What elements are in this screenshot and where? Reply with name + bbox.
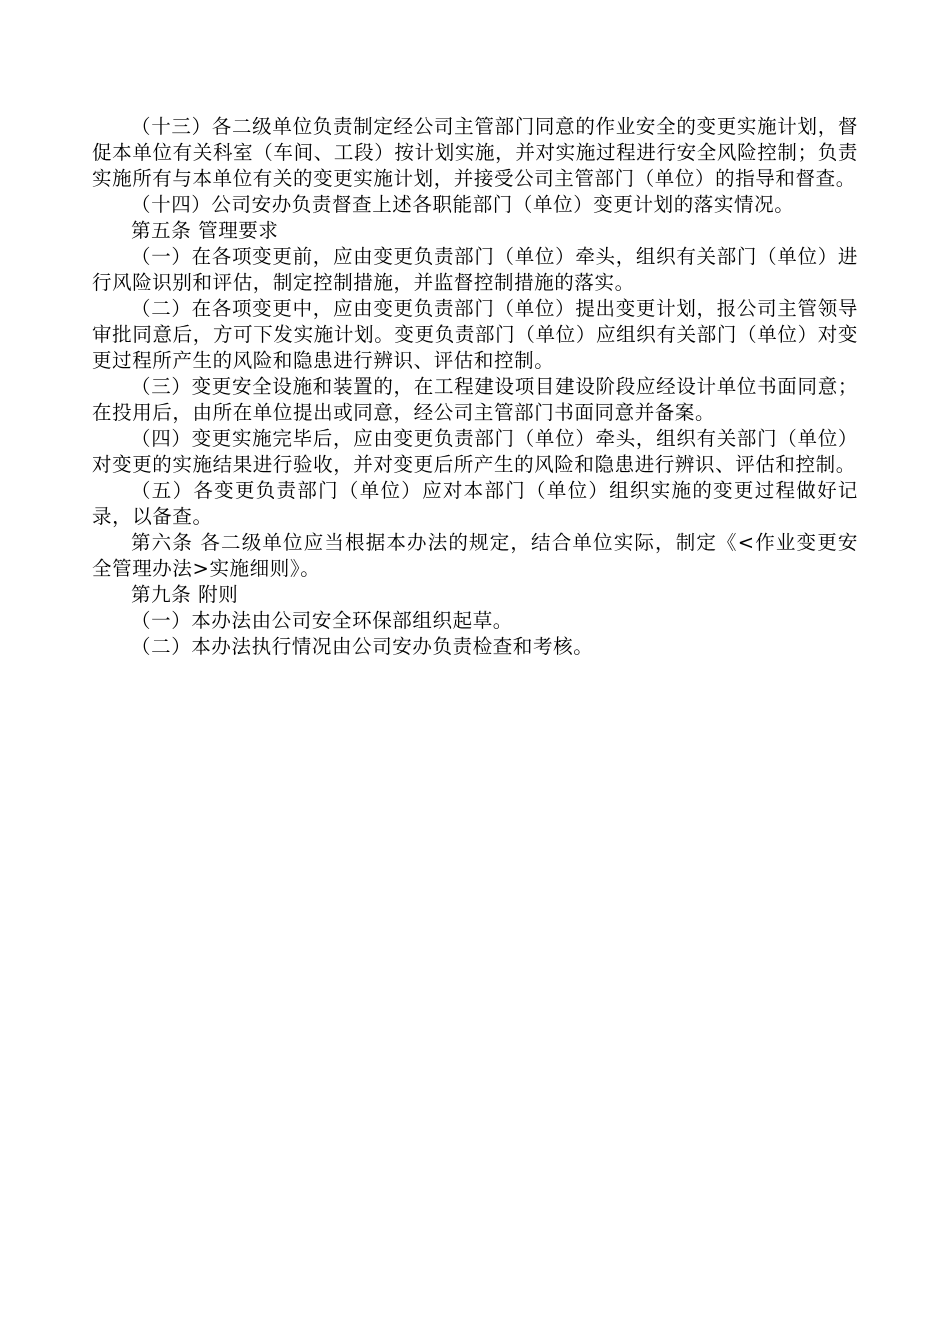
paragraph-records: （五）各变更负责部门（单位）应对本部门（单位）组织实施的变更过程做好记录，以备查。	[92, 479, 858, 528]
article-9-heading: 第九条 附则	[131, 583, 239, 606]
paragraph-14-safety-office: （十四）公司安办负责督查上述各职能部门（单位）变更计划的落实情况。	[131, 193, 795, 216]
paragraph-before-change: （一）在各项变更前，应由变更负责部门（单位）牵头，组织有关部门（单位）进行风险识别和评估，制定控制措施，并监督控制措施的落实。	[92, 245, 858, 294]
document-body	[92, 114, 858, 660]
paragraph-after-change: （四）变更实施完毕后，应由变更负责部门（单位）牵头，组织有关部门（单位）对变更的实施结果进行验收，并对变更后所产生的风险和隐患进行辨识、评估和控制。	[92, 427, 858, 476]
appendix-item-2: （二）本办法执行情况由公司安办负责检查和考核。	[131, 635, 594, 658]
paragraph-13-second-level-units: （十三）各二级单位负责制定经公司主管部门同意的作业安全的变更实施计划，督促本单位有关科室（车间、工段）按计划实施，并对实施过程进行安全风险控制；负责实施所有与本单位有关的变更实施计划，并接受公司主管部门（单位）的指导和督查。	[92, 115, 858, 190]
paragraph-safety-facilities: （三）变更安全设施和装置的，在工程建设项目建设阶段应经设计单位书面同意；在投用后，由所在单位提出或同意，经公司主管部门书面同意并备案。	[92, 375, 858, 424]
article-6: 第六条 各二级单位应当根据本办法的规定，结合单位实际，制定《<作业变更安全管理办法>实施细则》。	[92, 531, 858, 580]
appendix-item-1: （一）本办法由公司安全环保部组织起草。	[131, 609, 513, 632]
article-5-heading: 第五条 管理要求	[131, 219, 279, 242]
paragraph-during-change: （二）在各项变更中，应由变更负责部门（单位）提出变更计划，报公司主管领导审批同意后，方可下发实施计划。变更负责部门（单位）应组织有关部门（单位）对变更过程所产生的风险和隐患进行辨识、评估和控制。	[92, 297, 858, 372]
